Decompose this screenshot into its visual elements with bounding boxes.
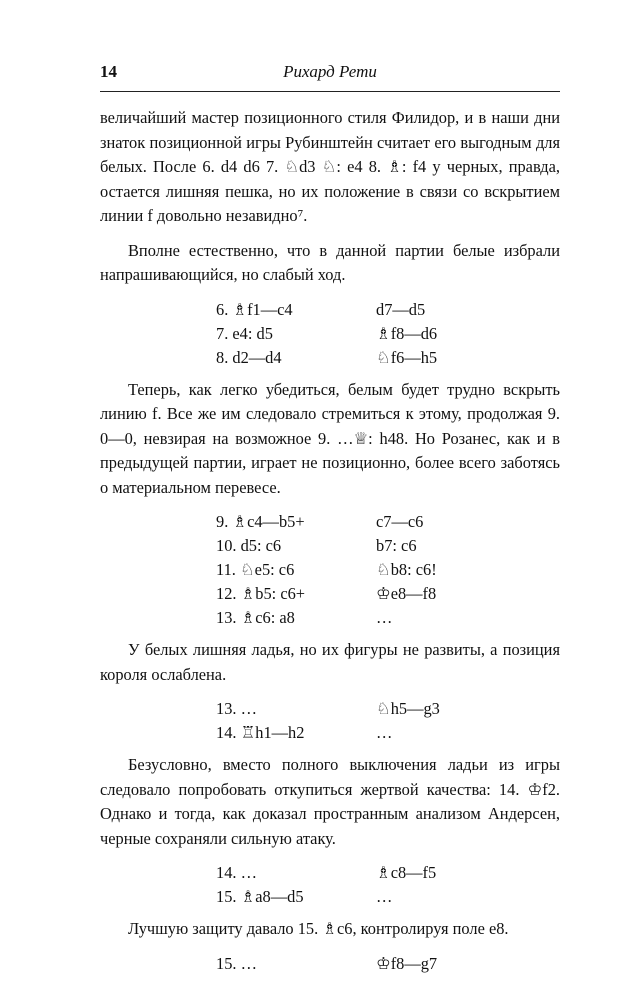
page-body [100,106,560,984]
black-move: … [376,887,393,906]
move-list-5 [100,952,560,976]
header-rule [100,91,560,92]
move-list-3 [100,697,560,745]
move-row [100,721,560,745]
white-move: 12. ♗b5: c6+ [216,584,306,603]
white-move: 14. ♖h1—h2 [216,723,305,742]
black-move: ♔e8—f8 [376,584,437,603]
black-move: ♔f8—g7 [376,953,438,973]
move-row [100,298,560,322]
white-move: 13. … [216,699,257,718]
move-row [100,861,560,885]
move-list-4 [100,861,560,909]
black-move: ♘h5—g3 [376,699,440,718]
white-move: 15. ♗a8—d5 [216,887,304,906]
black-move: ♘b8: c6! [376,560,437,579]
move-row [100,322,560,346]
paragraph-4: У белых лишняя ладья, но их фигуры не развиты, а позиция короля ослаблена. [100,640,560,684]
black-move: … [376,723,393,742]
move-row [100,582,560,606]
move-row [100,952,560,976]
black-move: ♗c8—f5 [376,863,437,882]
move-row [100,885,560,909]
paragraph-3: Теперь, как легко убедиться, белым будет трудно вскрыть линию f. Все же им следовало стремиться к этому, продолжая 9. 0—0, невзирая на возможное 9. …♕: h48. Но Розанес, как и в предыдущей партии, играет не позиционно, более всего заботясь о материальном перевесе. [100,379,560,497]
move-row [100,606,560,630]
move-row [100,510,560,534]
paragraph-6: Лучшую защиту давало 15. ♗c6, контролируя поле e8. [128,919,509,938]
black-move: ♗f8—d6 [376,323,438,343]
white-move: 6. ♗f1—c4 [216,299,293,319]
move-row [100,346,560,370]
white-move: 13. ♗c6: a8 [216,608,295,627]
move-row [100,697,560,721]
white-move: 7. e4: d5 [216,323,273,343]
black-move: b7: c6 [376,536,417,555]
black-move: d7—d5 [376,299,426,319]
running-title: Рихард Рети [283,62,377,81]
move-row [100,558,560,582]
paragraph-5: Безусловно, вместо полного выключения ладьи из игры следовало попробовать откупиться жертвой качества: 14. ♔f2. Однако и тогда, как доказал пространным анализом Андерсен, черные сохраняли сильную атаку. [100,755,560,848]
page-header [100,62,560,86]
move-list-2 [100,510,560,630]
black-move: ♘f6—h5 [376,347,438,367]
white-move: 14. … [216,863,257,882]
white-move: 10. d5: c6 [216,536,282,555]
white-move: 11. ♘e5: c6 [216,560,295,579]
move-row [100,534,560,558]
black-move: c7—c6 [376,512,424,531]
white-move: 15. … [216,953,257,973]
white-move: 9. ♗c4—b5+ [216,512,305,531]
black-move: … [376,608,393,627]
page-number: 14 [100,62,117,81]
paragraph-2: Вполне естественно, что в данной партии белые избрали напрашивающийся, но слабый ход. [100,240,560,284]
move-list-1 [100,298,560,370]
white-move: 8. d2—d4 [216,347,282,367]
paragraph-1: величайший мастер позиционного стиля Филидор, и в наши дни знаток позиционной игры Рубинштейн считает его выгодным для белых. После 6. d4 d6 7. ♘d3 ♘: e4 8. ♗: f4 у черных, правда, остается лишняя пешка, но их положение в связи со вскрытием линии f довольно незавидно⁷. [100,108,560,225]
